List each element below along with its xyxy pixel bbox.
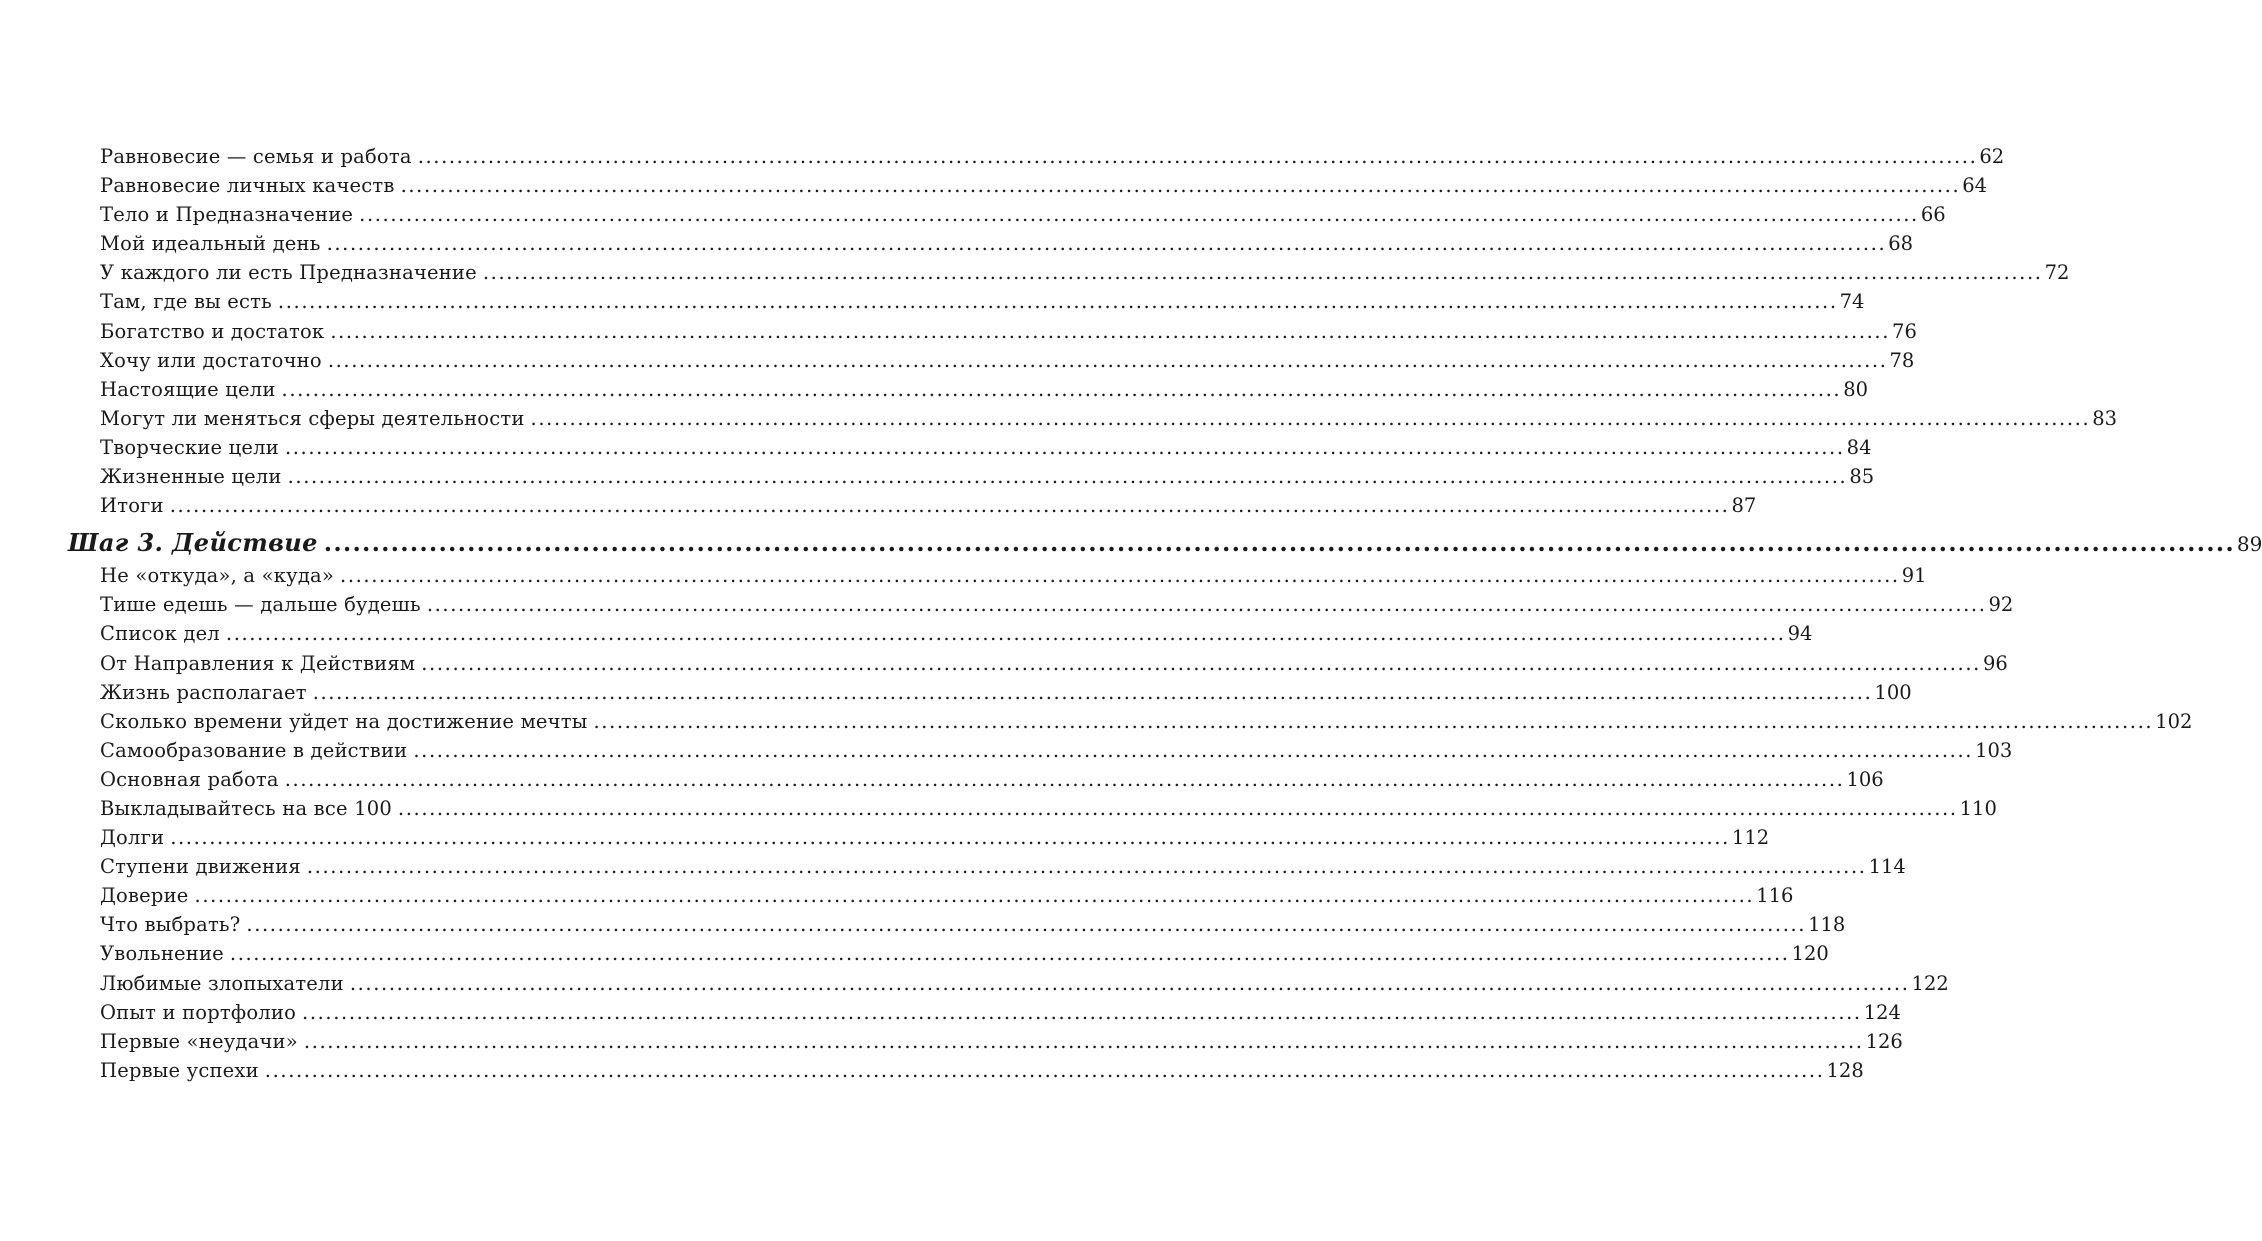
- toc-entry: [100, 142, 2005, 171]
- toc-entry-page: 100: [1872, 678, 1911, 707]
- section-title: Шаг 3. Действие: [68, 524, 324, 561]
- toc-entry-title: Жизнь располагает: [100, 678, 313, 707]
- dot-leader: ........................................................................................................................................................................................................: [359, 203, 1919, 227]
- toc-entry-title: Тише едешь — дальше будешь: [100, 590, 427, 619]
- toc-entry-page: 66: [1919, 200, 1946, 229]
- toc-entry-title: Первые «неудачи»: [100, 1027, 304, 1056]
- toc-entry: [100, 1056, 1864, 1085]
- dot-leader: ........................................................................................................................................................................................................: [397, 796, 1958, 820]
- toc-entry: [100, 317, 1917, 346]
- toc-entry-title: Первые успехи: [100, 1056, 265, 1085]
- dot-leader: ........................................................................................................................................................................................................: [330, 319, 1891, 343]
- toc-entry-page: 76: [1890, 317, 1917, 346]
- toc-entry-page: 128: [1825, 1056, 1864, 1085]
- dot-leader: ........................................................................................................................................................................................................: [284, 767, 1845, 791]
- table-of-contents: [0, 142, 2262, 1085]
- section-page: 89: [2235, 526, 2262, 563]
- toc-entry: [100, 1027, 1903, 1056]
- toc-entry: [100, 998, 1901, 1027]
- toc-entry-page: 118: [1806, 910, 1845, 939]
- toc-entry: [100, 287, 1865, 316]
- dot-leader: ........................................................................................................................................................................................................: [302, 1000, 1862, 1024]
- toc-entry-title: Творческие цели: [100, 433, 285, 462]
- toc-entry-title: Опыт и портфолио: [100, 998, 302, 1027]
- toc-entry-title: Список дел: [100, 619, 226, 648]
- toc-entry-page: 80: [1841, 375, 1868, 404]
- toc-entry-title: Равновесие личных качеств: [100, 171, 401, 200]
- toc-entry: [100, 910, 1846, 939]
- dot-leader: ........................................................................................................................................................................................................: [349, 971, 1910, 995]
- toc-entry-title: Хочу или достаточно: [100, 346, 328, 375]
- dot-leader: ........................................................................................................................................................................................................: [246, 913, 1807, 937]
- toc-entry: [100, 969, 1949, 998]
- dot-leader: ........................................................................................................................................................................................................: [281, 377, 1842, 401]
- toc-entry: [100, 707, 2193, 736]
- toc-entry-title: Могут ли меняться сферы деятельности: [100, 404, 531, 433]
- dot-leader: ........................................................................................................................................................................................................: [426, 593, 1987, 617]
- toc-entry-page: 103: [1973, 736, 2012, 765]
- toc-entry-page: 96: [1981, 649, 2008, 678]
- toc-entry-page: 116: [1754, 881, 1793, 910]
- dot-leader: ........................................................................................................................................................................................................: [170, 826, 1730, 850]
- toc-entry-title: Любимые злопыхатели: [100, 969, 350, 998]
- toc-entry: [100, 404, 2118, 433]
- toc-entry-title: Долги: [100, 823, 170, 852]
- toc-entry: [100, 794, 1997, 823]
- toc-entry-title: Мой идеальный день: [100, 229, 327, 258]
- toc-entry-title: Тело и Предназначение: [100, 200, 359, 229]
- toc-entry-title: От Направления к Действиям: [100, 649, 421, 678]
- dot-leader: ........................................................................................................................................................................................................: [306, 855, 1867, 879]
- toc-group-1: [0, 142, 2118, 520]
- toc-entry: [100, 823, 1770, 852]
- dot-leader: ........................................................................................................................................................................................................: [194, 884, 1755, 908]
- toc-entry: [100, 258, 2070, 287]
- toc-entry-page: 94: [1786, 619, 1813, 648]
- toc-group-2: [0, 561, 2193, 1085]
- dot-leader: ........................................................................................................................................................................................................: [277, 290, 1838, 314]
- dot-leader: ........................................................................................................................................................................................................: [340, 564, 1900, 588]
- toc-entry-page: 112: [1730, 823, 1769, 852]
- toc-entry: [100, 433, 1872, 462]
- toc-entry-title: Доверие: [100, 881, 195, 910]
- dot-leader: ........................................................................................................................................................................................................: [417, 145, 1978, 168]
- toc-entry-title: Ступени движения: [100, 852, 307, 881]
- dot-leader: ........................................................................................................................................................................................................: [327, 348, 1888, 372]
- toc-entry-title: Самообразование в действии: [100, 736, 413, 765]
- dot-leader: ........................................................................................................................................................................................................: [530, 406, 2091, 430]
- toc-entry-page: 85: [1847, 462, 1874, 491]
- toc-entry: [100, 736, 2013, 765]
- dot-leader: ........................................................................................................................................................................................................: [225, 622, 1786, 646]
- dot-leader: ........................................................................................................................................................................................................: [284, 435, 1845, 459]
- dot-leader: ........................................................................................................................................................................................................: [229, 942, 1790, 966]
- toc-entry-title: Равновесие — семья и работа: [100, 142, 418, 171]
- toc-entry: [100, 200, 1946, 229]
- toc-entry-page: 120: [1790, 939, 1829, 968]
- toc-entry: [100, 619, 1813, 648]
- toc-entry: [100, 881, 1794, 910]
- dot-leader: ........................................................................................................................................................................................................: [413, 738, 1974, 762]
- toc-entry-title: Увольнение: [100, 939, 230, 968]
- toc-entry: [100, 462, 1875, 491]
- toc-entry-title: Выкладывайтесь на все 100: [100, 794, 398, 823]
- dot-leader: ........................................................................................................................................................................................................: [593, 709, 2154, 733]
- toc-entry-page: 64: [1960, 171, 1987, 200]
- dot-leader: ........................................................................................................................................................................................................: [421, 651, 1981, 675]
- toc-entry: [100, 852, 1906, 881]
- toc-entry-page: 124: [1862, 998, 1901, 1027]
- toc-entry-page: 62: [1977, 142, 2004, 171]
- toc-entry: [100, 590, 2014, 619]
- toc-entry-title: Сколько времени уйдет на достижение мечты: [100, 707, 593, 736]
- dot-leader: ........................................................................................................................................................................................................: [264, 1058, 1825, 1082]
- toc-entry-page: 84: [1845, 433, 1872, 462]
- toc-entry-page: 114: [1867, 852, 1906, 881]
- toc-entry-title: У каждого ли есть Предназначение: [100, 258, 483, 287]
- toc-entry-page: 74: [1838, 287, 1865, 316]
- toc-entry-page: 92: [1987, 590, 2014, 619]
- toc-entry-page: 83: [2090, 404, 2117, 433]
- dot-leader: ........................................................................................................................................................................................................: [169, 494, 1730, 518]
- toc-entry-title: Основная работа: [100, 765, 285, 794]
- toc-entry-page: 102: [2153, 707, 2192, 736]
- dot-leader: ........................................................................................................................................................................................................: [303, 1029, 1864, 1053]
- dot-leader: ........................................................................................................................................................................................................: [482, 261, 2043, 285]
- toc-entry: [100, 765, 1884, 794]
- toc-entry-page: 68: [1886, 229, 1913, 258]
- toc-section-heading: [68, 524, 2262, 561]
- dot-leader: ........................................................................................................................................................................................................: [400, 174, 1961, 198]
- toc-entry: [100, 171, 1988, 200]
- toc-entry-page: 122: [1910, 969, 1949, 998]
- toc-entry: [100, 229, 1914, 258]
- dot-leader: ........................................................................................................................................................................................................: [312, 680, 1873, 704]
- toc-entry: [100, 346, 1915, 375]
- toc-entry-page: 91: [1900, 561, 1927, 590]
- toc-entry-page: 87: [1729, 491, 1756, 520]
- toc-entry: [100, 678, 1912, 707]
- toc-entry-title: Богатство и достаток: [100, 317, 330, 346]
- toc-entry-page: 110: [1958, 794, 1997, 823]
- toc-entry-title: Там, где вы есть: [100, 287, 278, 316]
- toc-entry-page: 126: [1864, 1027, 1903, 1056]
- dot-leader: ........................................................................................................................................................................................................: [323, 528, 2235, 558]
- toc-entry-page: 72: [2043, 258, 2070, 287]
- toc-entry: [100, 649, 2008, 678]
- toc-entry-page: 78: [1888, 346, 1915, 375]
- toc-entry-title: Жизненные цели: [100, 462, 288, 491]
- toc-entry-title: Настоящие цели: [100, 375, 282, 404]
- toc-entry-title: Итоги: [100, 491, 170, 520]
- toc-entry: [100, 561, 1927, 590]
- toc-entry-page: 106: [1844, 765, 1883, 794]
- toc-entry-title: Не «откуда», а «куда»: [100, 561, 340, 590]
- toc-entry: [100, 939, 1829, 968]
- toc-entry: [100, 375, 1869, 404]
- dot-leader: ........................................................................................................................................................................................................: [287, 465, 1848, 489]
- toc-entry: [100, 491, 1757, 520]
- dot-leader: ........................................................................................................................................................................................................: [326, 232, 1887, 256]
- toc-entry-title: Что выбрать?: [100, 910, 246, 939]
